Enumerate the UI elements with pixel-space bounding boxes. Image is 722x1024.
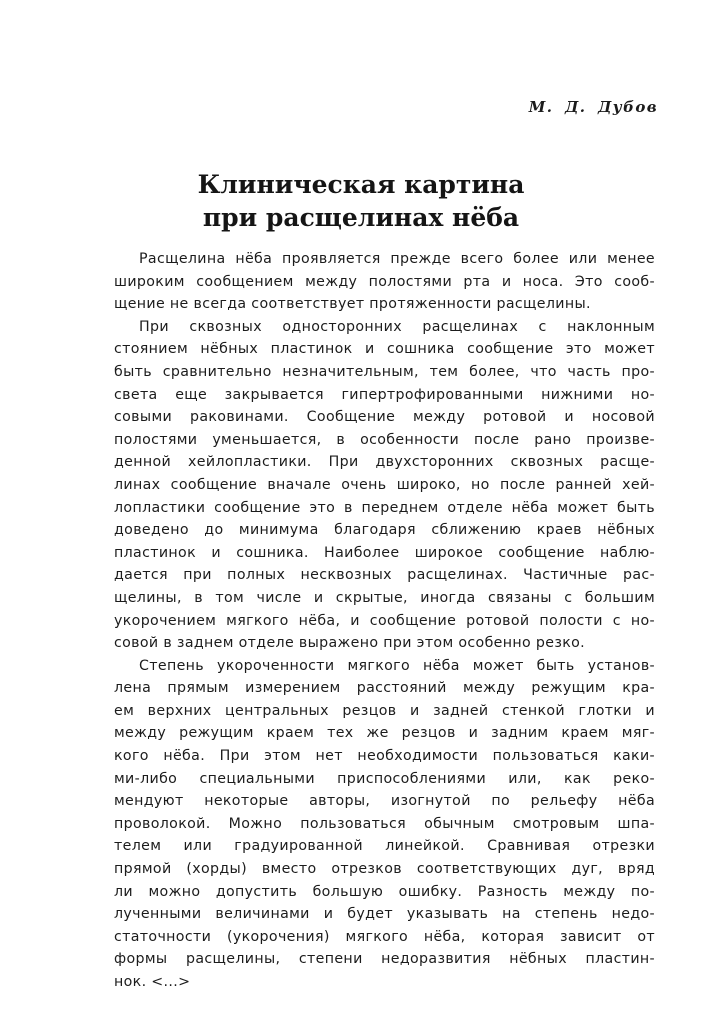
- text-line: мендуют некоторые авторы, изогнутой по рельефу нёба: [114, 793, 655, 810]
- text-line: быть сравнительно незначительным, тем более, что часть про-: [114, 363, 655, 380]
- chapter-title-line-1: Клиническая картина: [197, 170, 525, 199]
- text-line: широким сообщением между полостями рта и носа. Это сооб-: [114, 273, 655, 290]
- body-text: [114, 248, 655, 994]
- chapter-title-line-2: при расщелинах нёба: [202, 203, 520, 232]
- text-line: Степень укороченности мягкого нёба может быть установ-: [139, 657, 655, 674]
- text-line: нок. <...>: [114, 974, 191, 990]
- text-line: света еще закрывается гипертрофированными нижними но-: [114, 386, 655, 403]
- text-line: совой в заднем отделе выражено при этом особенно резко.: [114, 635, 586, 652]
- text-line: проволокой. Можно пользоваться обычным смотровым шпа-: [114, 815, 655, 832]
- text-line: пластинок и сошника. Наиболее широкое сообщение наблю-: [114, 544, 655, 561]
- text-line: кого нёба. При этом нет необходимости пользоваться каки-: [114, 748, 655, 765]
- text-line: прямой (хорды) вместо отрезков соответствующих дуг, вряд: [114, 861, 655, 878]
- text-line: При сквозных односторонних расщелинах с наклонным: [139, 318, 655, 335]
- text-line: телем или градуированной линейкой. Сравнивая отрезки: [114, 838, 655, 855]
- text-line: доведено до минимума благодаря сближению краев нёбных: [114, 522, 655, 539]
- text-line: совыми раковинами. Сообщение между ротовой и носовой: [114, 409, 655, 426]
- text-line: щелины, в том числе и скрытые, иногда связаны с большим: [114, 589, 655, 606]
- text-line: ми-либо специальными приспособлениями или, как реко-: [114, 770, 655, 787]
- text-line: формы расщелины, степени недоразвития нёбных пластин-: [114, 951, 655, 968]
- text-line: полостями уменьшается, в особенности после рано произве-: [114, 431, 655, 448]
- text-line: щение не всегда соответствует протяженности расщелины.: [114, 296, 591, 313]
- running-header-author: М. Д. Дубов: [528, 98, 658, 116]
- text-line: стоянием нёбных пластинок и сошника сообщение это может: [114, 341, 655, 358]
- text-line: статочности (укорочения) мягкого нёба, которая зависит от: [114, 928, 655, 945]
- text-line: лопластики сообщение это в переднем отделе нёба может быть: [114, 499, 655, 516]
- text-line: ем верхних центральных резцов и задней стенкой глотки и: [114, 702, 655, 719]
- text-line: между режущим краем тех же резцов и задним краем мяг-: [114, 725, 655, 742]
- text-line: Расщелина нёба проявляется прежде всего более или менее: [139, 251, 655, 267]
- text-line: лученными величинами и будет указывать на степень недо-: [114, 906, 655, 923]
- text-line: укорочением мягкого нёба, и сообщение ротовой полости с но-: [114, 612, 655, 629]
- text-line: дается при полных несквозных расщелинах. Частичные рас-: [114, 567, 655, 584]
- chapter-title: [0, 168, 722, 234]
- text-line: лена прямым измерением расстояний между режущим кра-: [114, 680, 655, 697]
- text-line: линах сообщение вначале очень широко, но после ранней хей-: [114, 476, 655, 493]
- text-line: ли можно допустить большую ошибку. Разность между по-: [114, 883, 655, 900]
- text-line: денной хейлопластики. При двухсторонних сквозных расще-: [114, 454, 655, 471]
